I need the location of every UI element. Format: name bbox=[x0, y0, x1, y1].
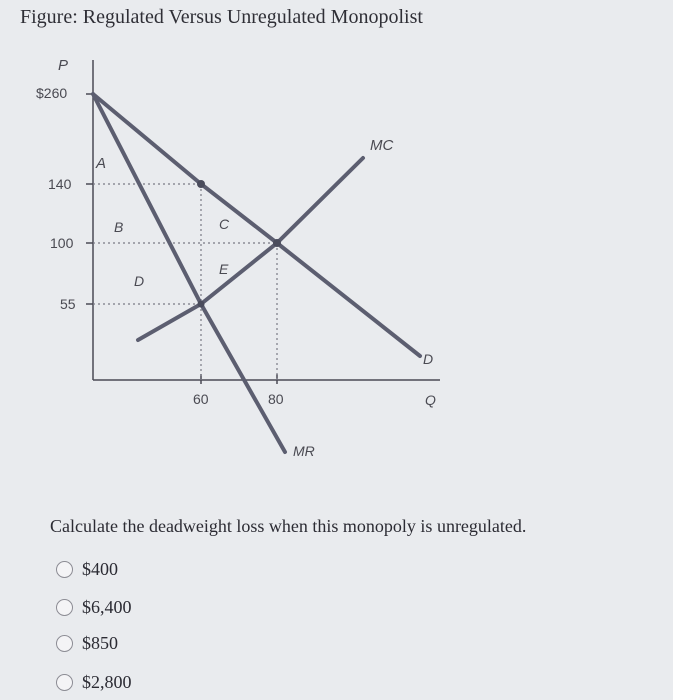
curve-label-mc: MC bbox=[370, 137, 394, 154]
x-axis-label: Q bbox=[425, 392, 436, 408]
radio-button[interactable] bbox=[56, 561, 73, 578]
question-text: Calculate the deadweight loss when this monopoly is unregulated. bbox=[50, 516, 527, 536]
option-3[interactable] bbox=[56, 630, 256, 656]
y-axis-label: P bbox=[58, 57, 69, 74]
competitive-point bbox=[273, 239, 281, 247]
guide-lines bbox=[93, 184, 277, 380]
area-label-c: C bbox=[219, 216, 230, 232]
mc-mr-point bbox=[198, 301, 205, 308]
xtick-60: 60 bbox=[193, 391, 209, 407]
xtick-80: 80 bbox=[268, 391, 284, 407]
curve-label-mr: MR bbox=[293, 443, 315, 459]
ytick-100: 100 bbox=[50, 235, 74, 251]
radio-button[interactable] bbox=[56, 635, 73, 652]
radio-button[interactable] bbox=[56, 674, 73, 691]
ytick-55: 55 bbox=[60, 296, 76, 312]
curve-label-d: D bbox=[423, 351, 434, 367]
demand-curve bbox=[93, 94, 420, 356]
option-label: $6,400 bbox=[82, 596, 132, 617]
option-1[interactable] bbox=[56, 556, 256, 582]
mr-curve bbox=[93, 94, 285, 452]
area-label-d: D bbox=[134, 273, 145, 289]
radio-button[interactable] bbox=[56, 599, 73, 616]
option-label: $400 bbox=[82, 558, 118, 579]
area-label-e: E bbox=[219, 261, 229, 277]
area-label-b: B bbox=[114, 219, 124, 235]
ytick-140: 140 bbox=[48, 176, 72, 192]
option-label: $850 bbox=[82, 632, 118, 653]
option-label: $2,800 bbox=[82, 671, 132, 692]
monopoly-price-point bbox=[197, 180, 205, 188]
option-2[interactable] bbox=[56, 594, 256, 620]
area-label-a: A bbox=[96, 155, 107, 172]
figure-title: Figure: Regulated Versus Unregulated Monopolist bbox=[20, 6, 423, 28]
option-4[interactable] bbox=[56, 669, 256, 695]
ytick-260: $260 bbox=[36, 85, 68, 101]
